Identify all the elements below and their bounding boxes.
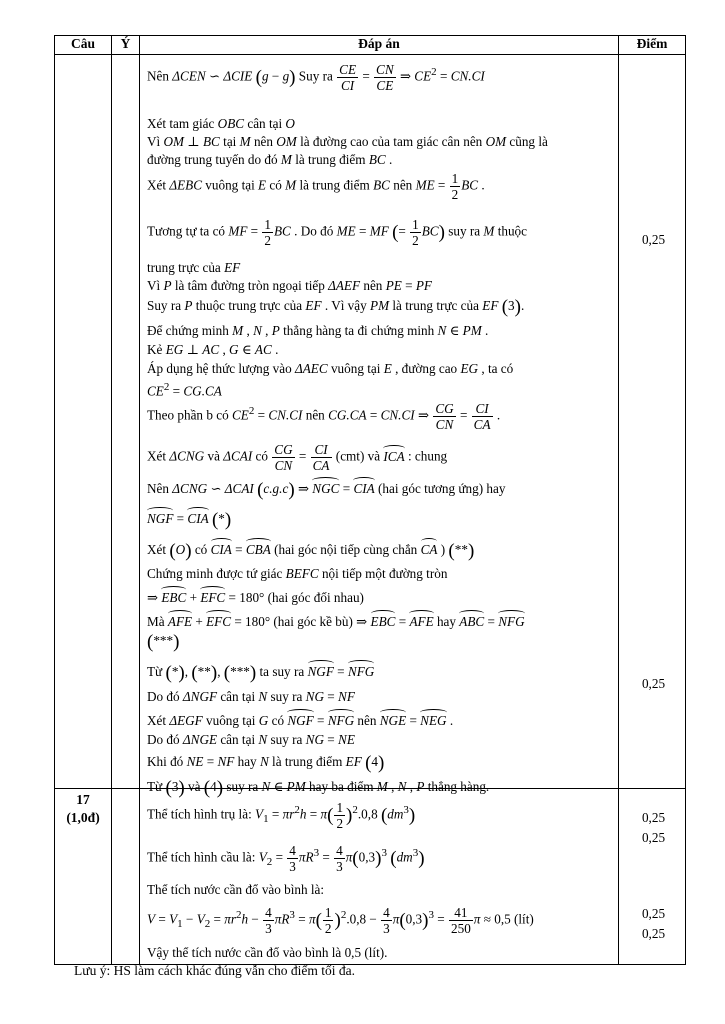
solution-line: trung trực của EF [147,260,241,275]
answer-table [54,35,686,965]
table-row [55,55,686,789]
solution-line: Tương tự ta có MF = $\frac{1}{2}$ BC . Do đó ME = MF (= $\frac{1}{2}$ BC) suy ra M thuộc [147,217,527,248]
answer-cell-part1 [140,55,619,799]
header-y: Ý [112,36,140,55]
solution-line: Xét ΔEBC vuông tại E có M là trung điểm BC nên ME = $\frac{1}{2}$ BC . [147,171,485,202]
solution-line: Áp dụng hệ thức lượng vào ΔAEC vuông tại E , đường cao EG , ta có [147,361,514,376]
question-score: (1,0đ) [66,810,100,825]
solution-line: Nên ΔCEN ∽ ΔCIE (g − g) Suy ra $\frac{CE}{CI}$ = $\frac{CN}{CE}$ ⇒ $CE^2 = CN.CI$ [147,62,485,93]
solution-line: Xét ΔCNG và ΔCAI có $\frac{CG}{CN}$ = $\frac{CI}{CA}$ (cmt) và ICA : chung [147,442,448,473]
y-cell-empty [112,55,140,789]
solution-line: Do đó ΔNGE cân tại N suy ra NG = NE [147,732,355,747]
point-value: 0,25 [641,906,666,921]
header-cau: Câu [55,36,112,55]
point-value: 0,25 [641,232,666,247]
header-diem: Điểm [619,36,686,55]
solution-line: Theo phần b có $CE^2 = CN.CI$ nên CG.CA = CN.CI ⇒ $\frac{CG}{CN}$ = $\frac{CI}{CA}$ . [147,401,501,432]
solution-line: Thể tích hình cầu là: $V_2$ = $\frac{4}{3}$ $\pi R^3$ = $\frac{4}{3}$ $\pi(0,3)^3$ $(dm^3)$ [147,843,425,874]
solution-line: Thể tích nước cần đổ vào bình là: [147,882,325,897]
solution-line: Suy ra P thuộc trung trực của EF . Vì vậy PM là trung trực của EF (3). [147,296,525,318]
point-value: 0,25 [641,810,666,825]
solution-line: Xét ΔEGF vuông tại G có NGF = NFG nên NGE = NEG . [147,713,454,728]
solution-line: Vậy thể tích nước cần đổ vào bình là 0,5 (lít). [147,945,388,960]
point-value: 0,25 [641,676,666,691]
solution-line: $V = V_1 - V_2 = \pi r^2h$ − $\frac{4}{3}$ $\pi R^3 = \pi$( $\frac{1}{2}$ )$^2$.0,8 − $\frac{4}{3}$ $\pi(0,3)^3$ = $\frac{41}{250}$ π ≈ 0,5 (lít) [147,905,534,936]
solution-line: đường trung tuyến do đó M là trung điểm BC . [147,152,393,167]
solution-line: $CE^2 = CG.CA$ [147,381,222,399]
solution-line: Do đó ΔNGF cân tại N suy ra NG = NF [147,689,355,704]
solution-line: Xét tam giác OBC cân tại O [147,116,295,131]
cau-cell-empty [55,55,112,789]
question-17-cell [55,789,112,965]
solution-line: Từ (*), (**), (***) ta suy ra NGF = NFG [147,662,375,684]
solution-line: Từ (3) và (4) suy ra N ∈ PM hay ba điểm M , N , P thẳng hàng. [147,777,490,799]
header-dap-an: Đáp án [140,36,619,55]
points-cell-q17 [619,789,686,965]
solution-line: Vì P là tâm đường tròn ngoại tiếp ΔAEF nên PE = PF [147,278,432,293]
points-cell-part1 [619,55,686,789]
solution-line: NGF = CIA (*) [147,509,232,531]
solution-line: Thể tích hình trụ là: $V_1 = \pi r^2h = \pi$( $\frac{1}{2}$ )$^2$.0,8 $(dm^3)$ [147,800,416,831]
solution-line: ⇒ EBC + EFC = 180° (hai góc đối nhau) [147,590,364,605]
answer-cell-q17 [140,789,619,965]
point-value: 0,25 [641,926,666,941]
solution-line: Mà AFE + EFC = 180° (hai góc kề bù) ⇒ EBC = AFE hay ABC = NFG [147,614,525,629]
question-number: 17 [76,792,90,807]
table-header-row [55,36,686,55]
solution-line: Để chứng minh M , N , P thẳng hàng ta đi chứng minh N ∈ PM . [147,323,489,338]
solution-line: Xét (O) có CIA = CBA (hai góc nội tiếp cùng chắn CA ) (**) [147,540,475,562]
solution-line: Chứng minh được tứ giác BEFC nội tiếp một đường tròn [147,566,448,581]
footnote: Lưu ý: HS làm cách khác đúng vẫn cho điểm tối đa. [74,963,355,978]
solution-line: Kẻ EG ⊥ AC , G ∈ AC . [147,342,279,357]
solution-line: (***) [147,631,180,653]
y-cell-empty [112,789,140,965]
solution-line: Vì OM ⊥ BC tại M nên OM là đường cao của tam giác cân nên OM cũng là [147,134,548,149]
table-row [55,789,686,965]
point-value: 0,25 [641,830,666,845]
solution-line: Khi đó NE = NF hay N là trung điểm EF (4) [147,752,385,774]
solution-line: Nên ΔCNG ∽ ΔCAI (c.g.c) ⇒ NGC = CIA (hai góc tương ứng) hay [147,479,506,501]
